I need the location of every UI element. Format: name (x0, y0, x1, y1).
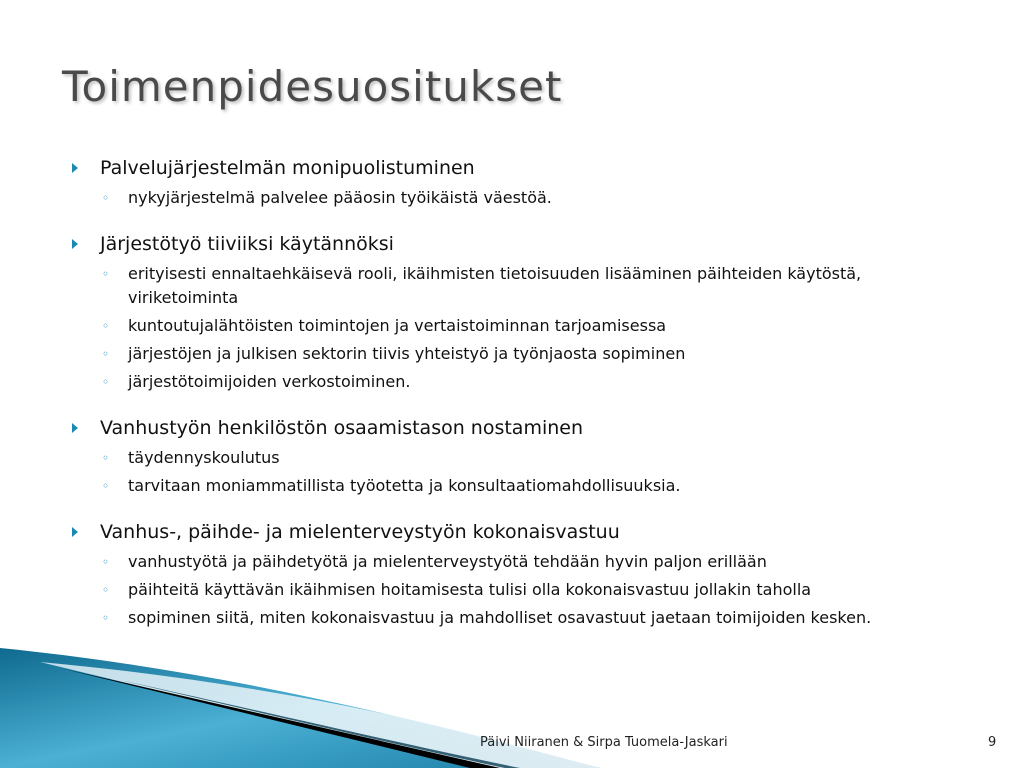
circle-bullet-icon: ◦ (102, 375, 110, 389)
section-heading (72, 230, 972, 258)
list-item-text: järjestöjen ja julkisen sektorin tiivis yhteistyö ja työnjaosta sopiminen (128, 344, 686, 363)
list-item-text: järjestötoimijoiden verkostoiminen. (128, 372, 411, 391)
list-item-text: erityisesti ennaltaehkäisevä rooli, ikäihmisten tietoisuuden lisääminen päihteiden käytöstä, viriketoiminta (128, 264, 862, 307)
section-4 (72, 518, 972, 630)
list-item (72, 606, 972, 630)
circle-bullet-icon: ◦ (102, 611, 110, 625)
circle-bullet-icon: ◦ (102, 347, 110, 361)
list-item (72, 314, 972, 338)
list-item-text: vanhustyötä ja päihdetyötä ja mielenterveystyötä tehdään hyvin paljon erillään (128, 552, 767, 571)
list-item-text: kuntoutujalähtöisten toimintojen ja vertaistoiminnan tarjoamisessa (128, 316, 667, 335)
section-heading (72, 414, 972, 442)
footer-authors: Päivi Niiranen & Sirpa Tuomela-Jaskari (480, 735, 728, 750)
circle-bullet-icon: ◦ (102, 555, 110, 569)
section-heading (72, 518, 972, 546)
list-item (72, 446, 972, 470)
circle-bullet-icon: ◦ (102, 191, 110, 205)
slide-title: Toimenpidesuositukset (62, 62, 563, 111)
list-item (72, 342, 972, 366)
list-item (72, 370, 972, 394)
list-item (72, 262, 972, 310)
bullet-list (72, 154, 972, 650)
section-2 (72, 230, 972, 394)
section-heading-text: Palvelujärjestelmän monipuolistuminen (100, 157, 475, 179)
list-item-text: täydennyskoulutus (128, 448, 280, 467)
circle-bullet-icon: ◦ (102, 451, 110, 465)
page-number: 9 (988, 735, 997, 750)
section-heading-text: Vanhus-, päihde- ja mielenterveystyön kokonaisvastuu (100, 521, 620, 543)
section-1 (72, 154, 972, 210)
section-heading-text: Vanhustyön henkilöstön osaamistason nostaminen (100, 417, 584, 439)
arrow-bullet-icon (72, 527, 78, 537)
circle-bullet-icon: ◦ (102, 267, 110, 281)
section-3 (72, 414, 972, 498)
circle-bullet-icon: ◦ (102, 319, 110, 333)
list-item (72, 578, 972, 602)
arrow-bullet-icon (72, 163, 78, 173)
list-item-text: tarvitaan moniammatillista työotetta ja konsultaatiomahdollisuuksia. (128, 476, 681, 495)
list-item (72, 474, 972, 498)
section-heading (72, 154, 972, 182)
list-item-text: nykyjärjestelmä palvelee pääosin työikäistä väestöä. (128, 188, 552, 207)
arrow-bullet-icon (72, 423, 78, 433)
list-item-text: päihteitä käyttävän ikäihmisen hoitamisesta tulisi olla kokonaisvastuu jollakin taholla (128, 580, 812, 599)
list-item (72, 186, 972, 210)
list-item-text: sopiminen siitä, miten kokonaisvastuu ja mahdolliset osavastuut jaetaan toimijoiden kesken. (128, 608, 872, 627)
list-item (72, 550, 972, 574)
circle-bullet-icon: ◦ (102, 583, 110, 597)
section-heading-text: Järjestötyö tiiviiksi käytännöksi (100, 233, 394, 255)
arrow-bullet-icon (72, 239, 78, 249)
circle-bullet-icon: ◦ (102, 479, 110, 493)
